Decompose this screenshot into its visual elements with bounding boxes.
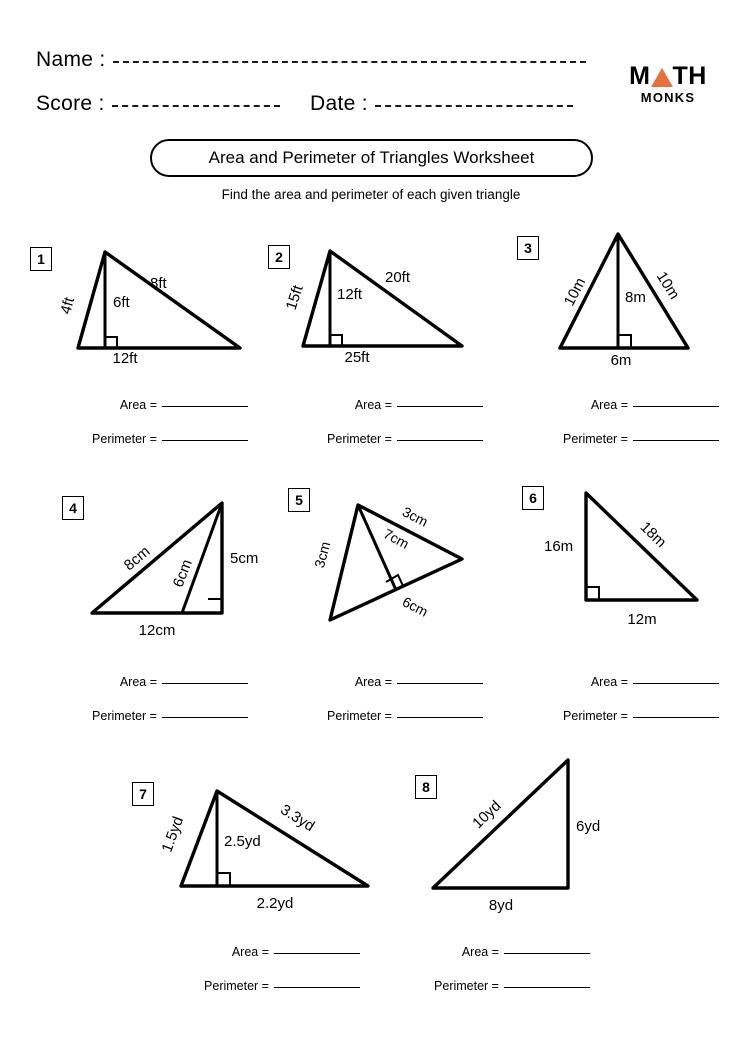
answer-perimeter-row-3 — [563, 432, 719, 446]
figure-7-right-label: 3.3yd — [277, 801, 318, 836]
perimeter-label-2: Perimeter = — [327, 432, 392, 446]
perimeter-label-1: Perimeter = — [92, 432, 157, 446]
figure-3 — [492, 222, 742, 367]
area-label-3: Area = — [590, 398, 628, 412]
perimeter-blank-3[interactable] — [633, 440, 719, 441]
answer-block-1 — [48, 398, 248, 446]
logo-monks-text: MONKS — [640, 90, 696, 105]
problem-2 — [245, 225, 495, 365]
answer-perimeter-row-2 — [327, 432, 483, 446]
name-label: Name : — [36, 48, 106, 71]
score-label: Score : — [36, 92, 105, 115]
area-label-4: Area = — [119, 675, 157, 689]
figure-7-base-label: 2.2yd — [256, 895, 294, 912]
problem-number-box-3: 3 — [517, 236, 539, 260]
figure-1-height-label: 6ft — [113, 294, 130, 311]
area-blank-4[interactable] — [162, 683, 248, 684]
figure-8-hyp-label: 10yd — [469, 797, 505, 833]
problem-1 — [0, 225, 250, 365]
problem-number-box-6: 6 — [522, 486, 544, 510]
figure-1-left-label: 4ft — [57, 295, 79, 317]
answer-block-4 — [48, 675, 248, 723]
answer-perimeter-row-4 — [92, 709, 248, 723]
figure-2-base-label: 25ft — [344, 349, 370, 365]
answer-block-7 — [160, 945, 360, 993]
figure-8-base-label: 8yd — [488, 897, 514, 914]
figure-1 — [0, 225, 250, 365]
perimeter-blank-5[interactable] — [397, 717, 483, 718]
perimeter-label-3: Perimeter = — [563, 432, 628, 446]
perimeter-label-5: Perimeter = — [327, 709, 392, 723]
figure-7-height-label: 2.5yd — [224, 833, 261, 850]
figure-2-right-label: 20ft — [385, 269, 411, 286]
figure-4-cevian-label: 6cm — [169, 557, 196, 590]
area-blank-1[interactable] — [162, 406, 248, 407]
problem-5 — [270, 480, 530, 645]
area-blank-8[interactable] — [504, 953, 590, 954]
area-label-5: Area = — [354, 675, 392, 689]
figure-4-right-label: 5cm — [230, 550, 259, 567]
area-label-6: Area = — [590, 675, 628, 689]
answer-block-3 — [519, 398, 719, 446]
figure-8 — [395, 748, 645, 923]
answer-block-6 — [519, 675, 719, 723]
score-field-row — [36, 92, 280, 116]
answer-area-row-5 — [355, 675, 483, 689]
problem-number-box-1: 1 — [30, 247, 52, 271]
worksheet-instructions: Find the area and perimeter of each given triangle — [221, 187, 521, 202]
answer-perimeter-row-8 — [434, 979, 590, 993]
figure-2-height-label: 12ft — [337, 286, 363, 303]
problem-number-box-5: 5 — [288, 488, 310, 512]
figure-4-base-label: 12cm — [138, 622, 176, 639]
answer-block-2 — [283, 398, 483, 446]
date-input-line[interactable] — [375, 105, 573, 107]
answer-perimeter-row-5 — [327, 709, 483, 723]
perimeter-blank-7[interactable] — [274, 987, 360, 988]
perimeter-blank-2[interactable] — [397, 440, 483, 441]
answer-block-5 — [283, 675, 483, 723]
area-blank-3[interactable] — [633, 406, 719, 407]
problem-3 — [492, 222, 742, 367]
figure-6-base-label: 12m — [627, 611, 657, 628]
figure-2 — [245, 225, 495, 365]
perimeter-blank-4[interactable] — [162, 717, 248, 718]
answer-area-row-6 — [591, 675, 719, 689]
score-input-line[interactable] — [112, 105, 280, 107]
date-label: Date : — [310, 92, 368, 115]
area-label-7: Area = — [231, 945, 269, 959]
figure-7 — [120, 750, 390, 920]
problem-4 — [20, 480, 280, 645]
area-blank-2[interactable] — [397, 406, 483, 407]
logo-triangle-icon — [651, 68, 673, 87]
problem-number-box-8: 8 — [415, 775, 437, 799]
figure-2-left-label: 15ft — [282, 283, 307, 313]
answer-block-8 — [390, 945, 590, 993]
area-blank-7[interactable] — [274, 953, 360, 954]
area-label-2: Area = — [354, 398, 392, 412]
problem-8 — [395, 748, 645, 923]
area-label-1: Area = — [119, 398, 157, 412]
figure-4-hyp-label: 8cm — [120, 542, 154, 575]
answer-area-row-2 — [355, 398, 483, 412]
logo-math-text — [616, 64, 720, 89]
perimeter-label-8: Perimeter = — [434, 979, 499, 993]
figure-6-vertical-label: 16m — [544, 538, 574, 555]
figure-5-base-label: 6cm — [399, 593, 431, 620]
problem-number-box-2: 2 — [268, 245, 290, 269]
figure-6-hyp-label: 18m — [636, 518, 670, 552]
problem-number-box-7: 7 — [132, 782, 154, 806]
figure-6 — [510, 480, 740, 645]
problem-7 — [120, 750, 390, 920]
figure-4 — [20, 480, 280, 645]
figure-5 — [270, 480, 530, 645]
logo-letter-m: M — [629, 62, 651, 90]
figure-8-vertical-label: 6yd — [576, 818, 601, 835]
figure-3-base-label: 6m — [610, 352, 632, 367]
answer-perimeter-row-7 — [204, 979, 360, 993]
figure-3-left-label: 10m — [560, 275, 590, 309]
perimeter-blank-1[interactable] — [162, 440, 248, 441]
answer-area-row-8 — [462, 945, 590, 959]
name-field-row — [36, 48, 636, 72]
figure-3-height-label: 8m — [625, 289, 646, 306]
logo-letters-th: TH — [672, 62, 707, 90]
answer-perimeter-row-1 — [92, 432, 248, 446]
area-blank-6[interactable] — [633, 683, 719, 684]
answer-area-row-3 — [591, 398, 719, 412]
page-title: Area and Perimeter of Triangles Worksheet — [208, 148, 535, 167]
figure-5-left-label: 3cm — [311, 539, 334, 570]
worksheet-header — [0, 0, 742, 128]
area-label-8: Area = — [461, 945, 499, 959]
perimeter-label-6: Perimeter = — [563, 709, 628, 723]
answer-perimeter-row-6 — [563, 709, 719, 723]
perimeter-blank-8[interactable] — [504, 987, 590, 988]
mathmonks-logo — [616, 64, 720, 105]
name-input-line[interactable] — [113, 61, 586, 63]
figure-5-right-label: 3cm — [399, 503, 431, 530]
figure-3-right-label: 10m — [652, 268, 683, 303]
problem-number-box-4: 4 — [62, 496, 84, 520]
figure-5-height-label: 7cm — [380, 525, 412, 552]
date-field-row — [310, 92, 573, 116]
answer-area-row-4 — [120, 675, 248, 689]
perimeter-label-4: Perimeter = — [92, 709, 157, 723]
worksheet-title-pill — [150, 139, 593, 177]
area-blank-5[interactable] — [397, 683, 483, 684]
figure-1-right-label: 8ft — [150, 275, 167, 292]
figure-7-left-label: 1.5yd — [158, 814, 188, 855]
figure-1-base-label: 12ft — [112, 350, 138, 365]
perimeter-label-7: Perimeter = — [204, 979, 269, 993]
perimeter-blank-6[interactable] — [633, 717, 719, 718]
problem-6 — [510, 480, 740, 645]
answer-area-row-1 — [120, 398, 248, 412]
answer-area-row-7 — [232, 945, 360, 959]
